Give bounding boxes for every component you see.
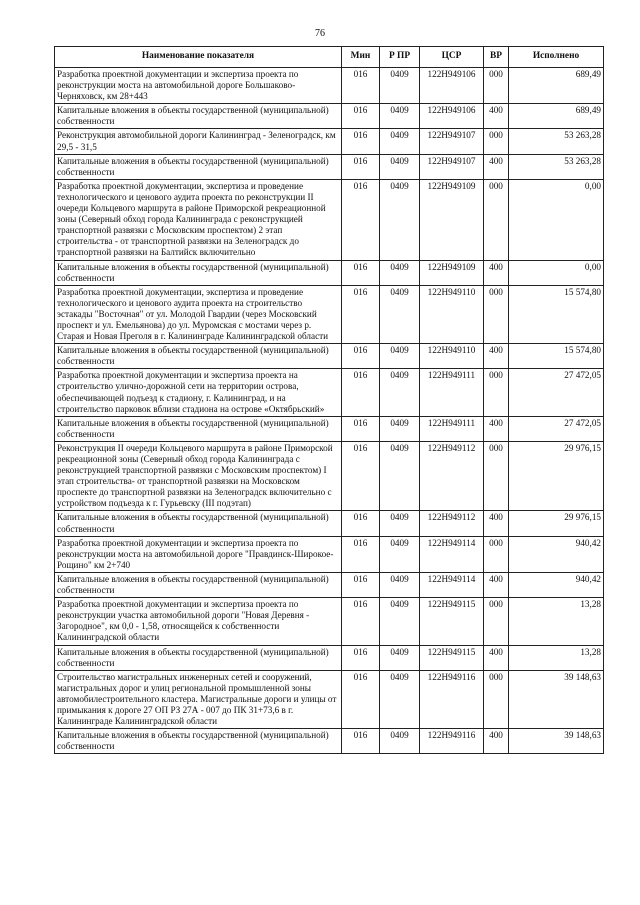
cell-rpr: 0409 bbox=[380, 369, 420, 416]
cell-min: 016 bbox=[342, 260, 380, 285]
cell-vr: 400 bbox=[484, 104, 509, 129]
cell-executed: 13,28 bbox=[509, 598, 604, 645]
table-row bbox=[55, 511, 604, 536]
cell-min: 016 bbox=[342, 572, 380, 597]
cell-csr: 122Н949110 bbox=[420, 344, 484, 369]
cell-rpr: 0409 bbox=[380, 154, 420, 179]
cell-rpr: 0409 bbox=[380, 729, 420, 754]
cell-csr: 122Н949115 bbox=[420, 598, 484, 645]
cell-min: 016 bbox=[342, 598, 380, 645]
table-row bbox=[55, 154, 604, 179]
cell-vr: 000 bbox=[484, 285, 509, 343]
cell-min: 016 bbox=[342, 369, 380, 416]
cell-name: Капитальные вложения в объекты государственной (муниципальной) собственности bbox=[55, 511, 342, 536]
cell-csr: 122Н949107 bbox=[420, 129, 484, 154]
cell-name: Разработка проектной документации, экспертиза и проведение технологического и ценового аудита проекта по реконструкции II очереди Кольцевого маршрута в районе Приморской рекреационной зоны (Северный обход города Калининграда с реконструкцией транспортной развязки с Московским проспектом) 2 этап строительства - от транспортной развязки на Зеленоградск до транспортной развязки на Балтийск включительно bbox=[55, 179, 342, 260]
cell-name: Реконструкция II очереди Кольцевого маршрута в районе Приморской рекреационной зоны (Северный обход города Калининграда с реконструкцией транспортной развязки с Московским проспектом) I этап строительства- от транспортной развязки на Московском проспекте до транспортной развязки на Зеленоградск включительно с устройством подъезда к г. Гурьевску (III подэтап) bbox=[55, 441, 342, 511]
cell-vr: 000 bbox=[484, 179, 509, 260]
cell-csr: 122Н949116 bbox=[420, 670, 484, 728]
cell-min: 016 bbox=[342, 285, 380, 343]
page-number: 76 bbox=[315, 28, 325, 39]
table-row bbox=[55, 260, 604, 285]
cell-executed: 940,42 bbox=[509, 536, 604, 572]
cell-name: Капитальные вложения в объекты государственной (муниципальной) собственности bbox=[55, 572, 342, 597]
cell-min: 016 bbox=[342, 68, 380, 104]
cell-csr: 122Н949106 bbox=[420, 104, 484, 129]
table-row bbox=[55, 598, 604, 645]
cell-executed: 29 976,15 bbox=[509, 441, 604, 511]
cell-executed: 53 263,28 bbox=[509, 154, 604, 179]
cell-name: Капитальные вложения в объекты государственной (муниципальной) собственности bbox=[55, 260, 342, 285]
header-rpr: Р ПР bbox=[380, 47, 420, 68]
cell-name: Разработка проектной документации и экспертиза проекта по реконструкции участка автомобильной дороги "Новая Деревня - Загородное", км 0,0 - 1,58, относящейся к собственности Калининградской области bbox=[55, 598, 342, 645]
cell-rpr: 0409 bbox=[380, 441, 420, 511]
header-min: Мин bbox=[342, 47, 380, 68]
budget-execution-table bbox=[54, 46, 604, 754]
cell-vr: 000 bbox=[484, 670, 509, 728]
cell-min: 016 bbox=[342, 104, 380, 129]
cell-rpr: 0409 bbox=[380, 598, 420, 645]
cell-rpr: 0409 bbox=[380, 104, 420, 129]
cell-csr: 122Н949107 bbox=[420, 154, 484, 179]
cell-rpr: 0409 bbox=[380, 179, 420, 260]
cell-min: 016 bbox=[342, 154, 380, 179]
cell-name: Разработка проектной документации, экспертиза и проведение технологического и ценового аудита проекта на строительство эстакады "Восточная" от ул. Молодой Гвардии (через Московский проспект и ул. Емельянова) до ул. Муромская с мостами через р. Старая и Новая Преголя в г. Калининграде Калининградской области bbox=[55, 285, 342, 343]
cell-name: Капитальные вложения в объекты государственной (муниципальной) собственности bbox=[55, 416, 342, 441]
header-csr: ЦСР bbox=[420, 47, 484, 68]
cell-min: 016 bbox=[342, 670, 380, 728]
cell-rpr: 0409 bbox=[380, 344, 420, 369]
cell-vr: 000 bbox=[484, 68, 509, 104]
cell-rpr: 0409 bbox=[380, 511, 420, 536]
cell-csr: 122Н949112 bbox=[420, 511, 484, 536]
cell-executed: 39 148,63 bbox=[509, 670, 604, 728]
cell-name: Капитальные вложения в объекты государственной (муниципальной) собственности bbox=[55, 104, 342, 129]
cell-min: 016 bbox=[342, 441, 380, 511]
cell-name: Капитальные вложения в объекты государственной (муниципальной) собственности bbox=[55, 729, 342, 754]
cell-csr: 122Н949109 bbox=[420, 260, 484, 285]
table-row bbox=[55, 104, 604, 129]
table-row bbox=[55, 645, 604, 670]
cell-rpr: 0409 bbox=[380, 285, 420, 343]
cell-name: Реконструкция автомобильной дороги Калининград - Зеленоградск, км 29,5 - 31,5 bbox=[55, 129, 342, 154]
header-executed: Исполнено bbox=[509, 47, 604, 68]
cell-rpr: 0409 bbox=[380, 536, 420, 572]
cell-name: Разработка проектной документации и экспертиза проекта по реконструкции моста на автомобильной дороге Большаково-Черняховск, км 28+443 bbox=[55, 68, 342, 104]
table-row bbox=[55, 68, 604, 104]
cell-vr: 400 bbox=[484, 416, 509, 441]
cell-executed: 940,42 bbox=[509, 572, 604, 597]
cell-executed: 13,28 bbox=[509, 645, 604, 670]
cell-min: 016 bbox=[342, 536, 380, 572]
cell-vr: 000 bbox=[484, 598, 509, 645]
cell-name: Разработка проектной документации и экспертиза проекта по реконструкции моста на автомобильной дороге "Правдинск-Широкое-Рощино" км 2+740 bbox=[55, 536, 342, 572]
cell-vr: 400 bbox=[484, 645, 509, 670]
cell-min: 016 bbox=[342, 729, 380, 754]
table-row bbox=[55, 369, 604, 416]
table-row bbox=[55, 179, 604, 260]
cell-vr: 400 bbox=[484, 344, 509, 369]
cell-executed: 27 472,05 bbox=[509, 369, 604, 416]
table-row bbox=[55, 572, 604, 597]
cell-rpr: 0409 bbox=[380, 416, 420, 441]
header-name: Наименование показателя bbox=[55, 47, 342, 68]
cell-executed: 53 263,28 bbox=[509, 129, 604, 154]
table-row bbox=[55, 416, 604, 441]
cell-executed: 27 472,05 bbox=[509, 416, 604, 441]
cell-name: Капитальные вложения в объекты государственной (муниципальной) собственности bbox=[55, 645, 342, 670]
header-vr: ВР bbox=[484, 47, 509, 68]
table-row bbox=[55, 536, 604, 572]
cell-min: 016 bbox=[342, 344, 380, 369]
cell-rpr: 0409 bbox=[380, 260, 420, 285]
cell-executed: 39 148,63 bbox=[509, 729, 604, 754]
cell-rpr: 0409 bbox=[380, 68, 420, 104]
cell-executed: 689,49 bbox=[509, 104, 604, 129]
cell-csr: 122Н949110 bbox=[420, 285, 484, 343]
cell-executed: 15 574,80 bbox=[509, 285, 604, 343]
table-row bbox=[55, 729, 604, 754]
cell-csr: 122Н949115 bbox=[420, 645, 484, 670]
cell-executed: 689,49 bbox=[509, 68, 604, 104]
table-row bbox=[55, 129, 604, 154]
table-body bbox=[55, 68, 604, 754]
cell-csr: 122Н949112 bbox=[420, 441, 484, 511]
cell-csr: 122Н949111 bbox=[420, 369, 484, 416]
table-row bbox=[55, 344, 604, 369]
cell-csr: 122Н949116 bbox=[420, 729, 484, 754]
cell-min: 016 bbox=[342, 179, 380, 260]
cell-vr: 400 bbox=[484, 572, 509, 597]
cell-rpr: 0409 bbox=[380, 129, 420, 154]
cell-rpr: 0409 bbox=[380, 645, 420, 670]
cell-vr: 000 bbox=[484, 369, 509, 416]
cell-rpr: 0409 bbox=[380, 670, 420, 728]
cell-vr: 000 bbox=[484, 129, 509, 154]
cell-min: 016 bbox=[342, 645, 380, 670]
cell-vr: 400 bbox=[484, 154, 509, 179]
cell-rpr: 0409 bbox=[380, 572, 420, 597]
cell-vr: 000 bbox=[484, 536, 509, 572]
cell-executed: 29 976,15 bbox=[509, 511, 604, 536]
table-row bbox=[55, 441, 604, 511]
cell-vr: 400 bbox=[484, 511, 509, 536]
cell-executed: 0,00 bbox=[509, 179, 604, 260]
cell-name: Строительство магистральных инженерных сетей и сооружений, магистральных дорог и улиц региональной промышленной зоны автомобилестроительного кластера. Магистральные дороги и улицы от примыкания к дороге 27 ОП РЗ 27А - 007 до ПК 31+73,6 в г. Калининграде Калининградской области bbox=[55, 670, 342, 728]
cell-name: Разработка проектной документации и экспертиза проекта на строительство улично-дорожной сети на территории острова, обеспечивающей подъезд к стадиону, г. Калининград, и на строительство парковок вблизи стадиона на острове «Октябрьский» bbox=[55, 369, 342, 416]
table-row bbox=[55, 285, 604, 343]
table-header-row bbox=[55, 47, 604, 68]
cell-csr: 122Н949109 bbox=[420, 179, 484, 260]
cell-name: Капитальные вложения в объекты государственной (муниципальной) собственности bbox=[55, 154, 342, 179]
cell-executed: 15 574,80 bbox=[509, 344, 604, 369]
cell-vr: 400 bbox=[484, 260, 509, 285]
cell-csr: 122Н949114 bbox=[420, 572, 484, 597]
table-row bbox=[55, 670, 604, 728]
cell-vr: 400 bbox=[484, 729, 509, 754]
cell-csr: 122Н949106 bbox=[420, 68, 484, 104]
cell-min: 016 bbox=[342, 129, 380, 154]
cell-name: Капитальные вложения в объекты государственной (муниципальной) собственности bbox=[55, 344, 342, 369]
cell-min: 016 bbox=[342, 416, 380, 441]
cell-vr: 000 bbox=[484, 441, 509, 511]
cell-min: 016 bbox=[342, 511, 380, 536]
cell-executed: 0,00 bbox=[509, 260, 604, 285]
cell-csr: 122Н949114 bbox=[420, 536, 484, 572]
cell-csr: 122Н949111 bbox=[420, 416, 484, 441]
